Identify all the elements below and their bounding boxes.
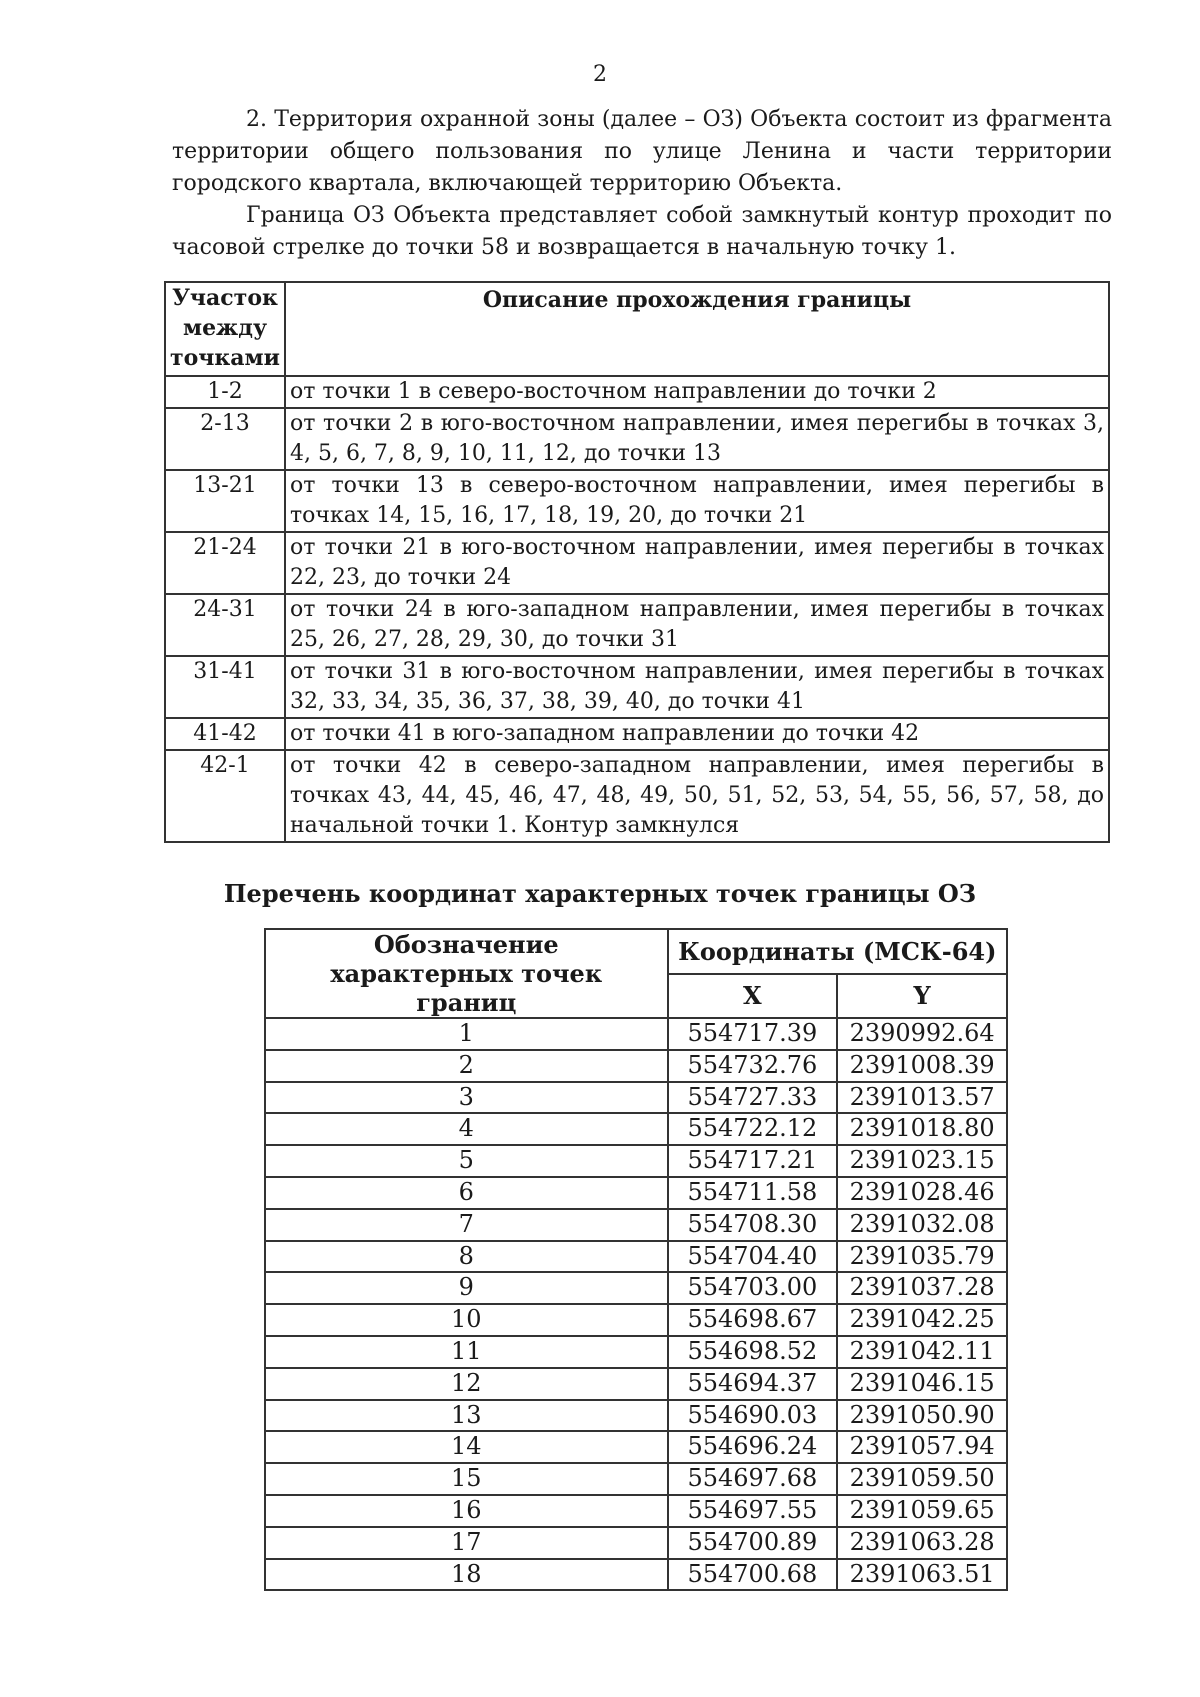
page-number: 2: [593, 62, 607, 87]
coords-x-cell: 554690.03: [668, 1400, 838, 1432]
route-segment-cell: 13-21: [165, 470, 285, 532]
route-segment-cell: 31-41: [165, 656, 285, 718]
coords-x-cell: 554697.68: [668, 1463, 838, 1495]
coords-x-cell: 554698.67: [668, 1304, 838, 1336]
segment-column-header: Участок между точками: [165, 282, 285, 376]
coords-point-cell: 2: [265, 1050, 668, 1082]
coords-y-cell: 2391028.46: [837, 1177, 1007, 1209]
coords-point-cell: 10: [265, 1304, 668, 1336]
route-segment-cell: 42-1: [165, 750, 285, 842]
coords-point-cell: 3: [265, 1082, 668, 1114]
coords-y-cell: 2391013.57: [837, 1082, 1007, 1114]
coords-y-cell: 2391063.51: [837, 1559, 1007, 1591]
coords-table-body: [265, 1018, 1007, 1590]
coords-row: [265, 1336, 1007, 1368]
coords-point-cell: 9: [265, 1272, 668, 1304]
coords-row: [265, 1209, 1007, 1241]
coords-point-cell: 6: [265, 1177, 668, 1209]
coords-row: [265, 1113, 1007, 1145]
route-table-body: [165, 376, 1109, 842]
coords-y-cell: 2391032.08: [837, 1209, 1007, 1241]
coords-x-cell: 554717.39: [668, 1018, 838, 1050]
route-description-cell: от точки 13 в северо-восточном направлении, имея перегибы в точках 14, 15, 16, 17, 18, 19, 20, до точки 21: [285, 470, 1109, 532]
coords-point-cell: 14: [265, 1431, 668, 1463]
coords-x-cell: 554732.76: [668, 1050, 838, 1082]
coords-point-cell: 8: [265, 1241, 668, 1273]
coords-x-cell: 554697.55: [668, 1495, 838, 1527]
route-table-header: [165, 282, 1109, 376]
route-row: [165, 594, 1109, 656]
coords-y-cell: 2391023.15: [837, 1145, 1007, 1177]
route-segment-cell: 24-31: [165, 594, 285, 656]
paragraph-boundary: Граница ОЗ Объекта представляет собой замкнутый контур проходит по часовой стрелке до точки 58 и возвращается в начальную точку 1.: [172, 203, 1112, 260]
coords-point-cell: 4: [265, 1113, 668, 1145]
route-description-cell: от точки 42 в северо-западном направлении, имея перегибы в точках 43, 44, 45, 46, 47, 48, 49, 50, 51, 52, 53, 54, 55, 56, 57, 58, до начальной точки 1. Контур замкнулся: [285, 750, 1109, 842]
route-row: [165, 718, 1109, 750]
coords-row: [265, 1145, 1007, 1177]
route-description-cell: от точки 21 в юго-восточном направлении, имея перегибы в точках 22, 23, до точки 24: [285, 532, 1109, 594]
coords-y-cell: 2391059.65: [837, 1495, 1007, 1527]
coords-row: [265, 1082, 1007, 1114]
coordinates-title: Перечень координат характерных точек границы ОЗ: [223, 879, 977, 908]
route-description-cell: от точки 31 в юго-восточном направлении, имея перегибы в точках 32, 33, 34, 35, 36, 37, 38, 39, 40, до точки 41: [285, 656, 1109, 718]
coords-group-header: Координаты (МСК-64): [668, 929, 1007, 974]
coords-x-cell: 554704.40: [668, 1241, 838, 1273]
coords-row: [265, 1368, 1007, 1400]
coords-y-cell: 2391057.94: [837, 1431, 1007, 1463]
coords-row: [265, 1463, 1007, 1495]
coords-row: [265, 1559, 1007, 1591]
coords-y-cell: 2391042.11: [837, 1336, 1007, 1368]
route-description-cell: от точки 1 в северо-восточном направлении до точки 2: [285, 376, 1109, 408]
coords-x-cell: 554700.68: [668, 1559, 838, 1591]
coords-row: [265, 1177, 1007, 1209]
coords-y-cell: 2391059.50: [837, 1463, 1007, 1495]
coords-point-cell: 17: [265, 1527, 668, 1559]
coords-point-cell: 16: [265, 1495, 668, 1527]
coords-y-cell: 2391018.80: [837, 1113, 1007, 1145]
coords-y-cell: 2391008.39: [837, 1050, 1007, 1082]
route-row: [165, 750, 1109, 842]
coords-y-cell: 2391042.25: [837, 1304, 1007, 1336]
coords-x-cell: 554717.21: [668, 1145, 838, 1177]
coords-y-cell: 2391050.90: [837, 1400, 1007, 1432]
coords-point-cell: 15: [265, 1463, 668, 1495]
coords-x-cell: 554700.89: [668, 1527, 838, 1559]
route-description-cell: от точки 24 в юго-западном направлении, имея перегибы в точках 25, 26, 27, 28, 29, 30, до точки 31: [285, 594, 1109, 656]
description-column-header: Описание прохождения границы: [285, 282, 1109, 376]
coords-y-cell: 2390992.64: [837, 1018, 1007, 1050]
boundary-route-table: [164, 281, 1110, 843]
coords-point-cell: 1: [265, 1018, 668, 1050]
coords-row: [265, 1272, 1007, 1304]
coords-y-cell: 2391063.28: [837, 1527, 1007, 1559]
coords-x-cell: 554727.33: [668, 1082, 838, 1114]
coords-x-cell: 554711.58: [668, 1177, 838, 1209]
coords-row: [265, 1527, 1007, 1559]
coords-header-row: [265, 929, 1007, 974]
paragraph-territory: 2. Территория охранной зоны (далее – ОЗ) Объекта состоит из фрагмента территории общего пользования по улице Ленина и части территории городского квартала, включающей территорию Объекта.: [172, 107, 1112, 196]
coords-point-cell: 5: [265, 1145, 668, 1177]
coords-row: [265, 1018, 1007, 1050]
route-segment-cell: 1-2: [165, 376, 285, 408]
coords-point-cell: 11: [265, 1336, 668, 1368]
coords-row: [265, 1050, 1007, 1082]
coords-point-cell: 7: [265, 1209, 668, 1241]
coords-row: [265, 1400, 1007, 1432]
coords-row: [265, 1304, 1007, 1336]
coords-y-cell: 2391037.28: [837, 1272, 1007, 1304]
coords-x-cell: 554696.24: [668, 1431, 838, 1463]
coords-x-cell: 554722.12: [668, 1113, 838, 1145]
intro-text: [172, 104, 1112, 264]
coords-point-cell: 12: [265, 1368, 668, 1400]
coords-y-cell: 2391035.79: [837, 1241, 1007, 1273]
route-description-cell: от точки 41 в юго-западном направлении до точки 42: [285, 718, 1109, 750]
coords-row: [265, 1241, 1007, 1273]
coords-x-cell: 554698.52: [668, 1336, 838, 1368]
coords-point-cell: 13: [265, 1400, 668, 1432]
route-segment-cell: 21-24: [165, 532, 285, 594]
x-column-header: X: [668, 974, 838, 1019]
points-column-header: Обозначение характерных точек границ: [265, 929, 668, 1018]
route-row: [165, 376, 1109, 408]
route-row: [165, 656, 1109, 718]
coords-x-cell: 554708.30: [668, 1209, 838, 1241]
coords-row: [265, 1495, 1007, 1527]
coordinates-table: [264, 928, 1008, 1591]
route-description-cell: от точки 2 в юго-восточном направлении, имея перегибы в точках 3, 4, 5, 6, 7, 8, 9, 10, 11, 12, до точки 13: [285, 408, 1109, 470]
route-row: [165, 408, 1109, 470]
route-segment-cell: 2-13: [165, 408, 285, 470]
coords-y-cell: 2391046.15: [837, 1368, 1007, 1400]
coords-row: [265, 1431, 1007, 1463]
route-row: [165, 532, 1109, 594]
coords-point-cell: 18: [265, 1559, 668, 1591]
route-segment-cell: 41-42: [165, 718, 285, 750]
coords-x-cell: 554703.00: [668, 1272, 838, 1304]
coords-x-cell: 554694.37: [668, 1368, 838, 1400]
route-row: [165, 470, 1109, 532]
y-column-header: Y: [837, 974, 1007, 1019]
